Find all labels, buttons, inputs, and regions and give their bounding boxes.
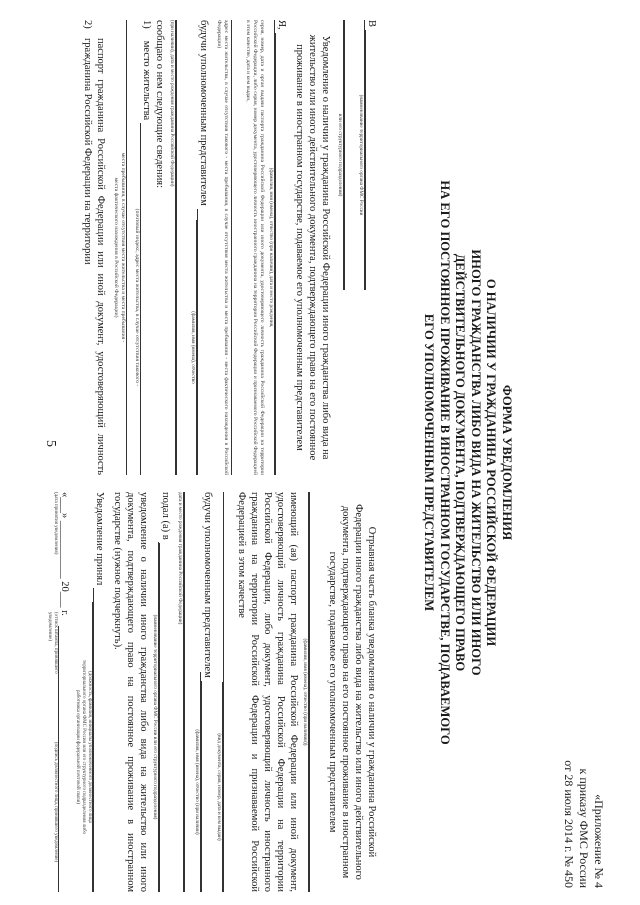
tear-doc-field[interactable] xyxy=(223,492,235,892)
title-line: ФОРМА УВЕДОМЛЕНИЯ xyxy=(500,384,514,541)
tear-submitted: подал (а) в xyxy=(160,492,172,540)
item1-row xyxy=(141,20,154,475)
tear-signature-captions xyxy=(46,492,58,892)
tear-sign-field[interactable] xyxy=(58,626,69,892)
tear-birth-field[interactable] xyxy=(184,492,191,892)
tear-accepted-row xyxy=(93,492,106,892)
being-rep-label: будучи уполномоченным представителем xyxy=(197,20,209,206)
tear-date: «___» ___________ 20___ г. xyxy=(58,492,70,616)
left-heading: Уведомление о наличии у гражданина Российской Федерации иного гражданства либо вида на жительство или иного действительного документа, подтверждающего право на его постоянное проживание в иностранном государстве, подаваемое его уполномоченным представителем xyxy=(293,34,331,461)
form-title xyxy=(420,20,514,905)
tear-caption-date: (дата принятия уведомления) xyxy=(52,492,58,555)
caption-rep-fio: (фамилия, имя (имена), отчество xyxy=(190,220,197,475)
tear-caption-birth: дата и место рождения гражданина Российской Федерации) xyxy=(177,492,184,892)
applicant-row xyxy=(275,20,288,475)
tear-having-text: имеющий (ая) паспорт гражданина Российской Федерации или иной документ, удостоверяющий личность гражданина Российской Федерации на территории Российской Федерации, либо документ, удостоверяющий личность иностранного гражданина на территории Российской Федерации и признаваемой Российской Федерацией в этом качестве xyxy=(235,492,299,892)
caption-item1c: места фактического нахождения в Российской Федерации) xyxy=(112,177,119,318)
rep-birth-field[interactable] xyxy=(176,20,188,475)
appendix-line: «Приложение № 4 xyxy=(592,794,606,888)
title-line: ДЕЙСТВИТЕЛЬНОГО ДОКУМЕНТА, ПОДТВЕРЖДАЮЩЕГО ПРАВО xyxy=(453,253,468,672)
caption-rep-birth: (при наличии), дата и место рождения гражданина Российской Федерации) xyxy=(169,20,176,475)
recipient-prefix: В xyxy=(366,20,377,28)
recipient-organ-field[interactable] xyxy=(365,30,376,290)
item2-text: паспорт гражданина Российской Федерации или иной документ, удостоверяющий личность гражданина Российской Федерации на территории xyxy=(81,38,106,475)
representative-row xyxy=(197,20,210,475)
caption-item1a: (почтовый индекс, адрес места жительства, в случае отсутствия такового - xyxy=(134,208,141,387)
title-line: ИНОГО ГРАЖДАНСТВА ЛИБО ВИДА НА ЖИТЕЛЬСТВО ИЛИ ИНОГО xyxy=(468,249,483,676)
recipient-struct-field[interactable] xyxy=(344,20,356,290)
title-line: О НАЛИЧИИ У ГРАЖДАНИНА РОССИЙСКОЙ ФЕДЕРАЦИИ xyxy=(484,278,499,647)
item1-field-2[interactable] xyxy=(126,20,133,475)
title-line: ЕГО УПОЛНОМОЧЕННЫМ ПРЕДСТАВИТЕЛЕМ xyxy=(422,313,437,612)
caption-fio: (фамилия, имя (имена), отчество (при наличии), дата и место рождения, xyxy=(267,20,274,475)
item1-number: 1) xyxy=(141,20,153,29)
item2-row xyxy=(81,20,107,475)
tear-caption-sign: (подпись должностного лица, принявшего уведомление) xyxy=(52,741,58,863)
tear-caption-fio: (фамилия, имя (имена), отчество (при наличии)) xyxy=(302,492,309,892)
right-heading: Отрывная часть бланка уведомления о наличии у гражданина Российской Федерации иного гражданства либо вида на жительство или иного действительного документа, подтверждающего право на его постоянное проживание в иностранном государстве, подаваемое его уполномоченным представителем xyxy=(327,504,377,880)
appendix-line: от 28 июля 2014 г. № 450 xyxy=(562,760,576,888)
applicant-fio-field[interactable] xyxy=(275,33,286,475)
tear-caption-organ: (наименование территориального органа ФМС России или его структурного подразделения) xyxy=(152,542,159,892)
tear-notice: уведомление о наличии иного гражданства либо вида на жительство или иного документа, подтверждающего право на постоянное проживание в иностранном государстве (нужное подчеркнуть). xyxy=(111,492,149,892)
tear-accepted: Уведомление принял xyxy=(93,492,105,586)
tear-caption-pos1: (должность, фамилия, инициалы уполномоченного должностного лица xyxy=(86,602,93,892)
caption-struct: или его структурного подразделения) xyxy=(337,20,344,290)
tear-fio-field[interactable] xyxy=(309,492,321,892)
appendix-note xyxy=(561,728,606,888)
title-line: НА ЕГО ПОСТОЯННОЕ ПРОЖИВАНИЕ В ИНОСТРАННОМ ГОСУДАРСТВЕ, ПОДАВАЕМОГО xyxy=(437,180,452,745)
tear-rep-field[interactable] xyxy=(201,681,212,892)
tear-caption-stamp: (оттиск штампа, принявшего уведомление) xyxy=(46,612,58,674)
tear-signature-row xyxy=(58,492,71,892)
tear-off-part xyxy=(46,492,378,892)
caption-address: адрес места жительства, в случае отсутствия такового - места пребывания, в случае отсутствия места жительства и места пребывания - места фактического нахождения в Российской Федерации) xyxy=(216,20,230,475)
report-label: сообщаю о нем следующие сведения: xyxy=(154,20,166,189)
tear-rep-row xyxy=(201,492,214,892)
notification-main-part xyxy=(81,20,378,475)
tear-accepted-field[interactable] xyxy=(93,588,104,892)
applicant-doc-field[interactable] xyxy=(232,20,244,475)
ya-label: Я, xyxy=(275,20,287,30)
recipient-organ-row xyxy=(365,20,378,290)
item2-number: 2) xyxy=(81,20,93,29)
page-number: 5 xyxy=(43,440,58,447)
tear-caption-pos3: работника организации федеральной почтовой связи) xyxy=(74,689,80,804)
caption-passport: серия, номер, дата и орган выдачи паспорта гражданина Российской Федерации или иного документа, удостоверяющего личность гражданина Российской Федерации на территории Российской Федерации, либо серия, номер документа, удостоверяющего личность иностранного гражданина на территории Российской Федерации и признаваемого Российской Федерацией в этом качестве, дата и кем выдан, xyxy=(244,20,266,475)
appendix-line: к приказу ФМС России xyxy=(577,768,591,888)
tear-caption-pos2: территориального органа ФМС России или его структурного подразделения либо xyxy=(80,660,86,834)
tear-caption-doc: (вид документа, серия, номер, дата и кем выдан) xyxy=(216,682,223,892)
caption-organ: (наименование территориального органа ФМС России xyxy=(358,20,365,290)
caption-item1b: места пребывания, в случае отсутствия места жительства и места пребывания - xyxy=(120,152,127,343)
tear-caption-rep: (фамилия, имя (имена), отчество (при наличии) xyxy=(193,672,200,892)
rep-fio-field[interactable] xyxy=(197,209,208,475)
tear-being-rep: будучи уполномоченным представителем xyxy=(201,492,213,678)
tear-organ-field[interactable] xyxy=(159,543,170,892)
tear-submitted-row xyxy=(159,492,172,892)
item1-field[interactable] xyxy=(141,123,152,475)
item1-label: место жительства xyxy=(141,40,153,121)
